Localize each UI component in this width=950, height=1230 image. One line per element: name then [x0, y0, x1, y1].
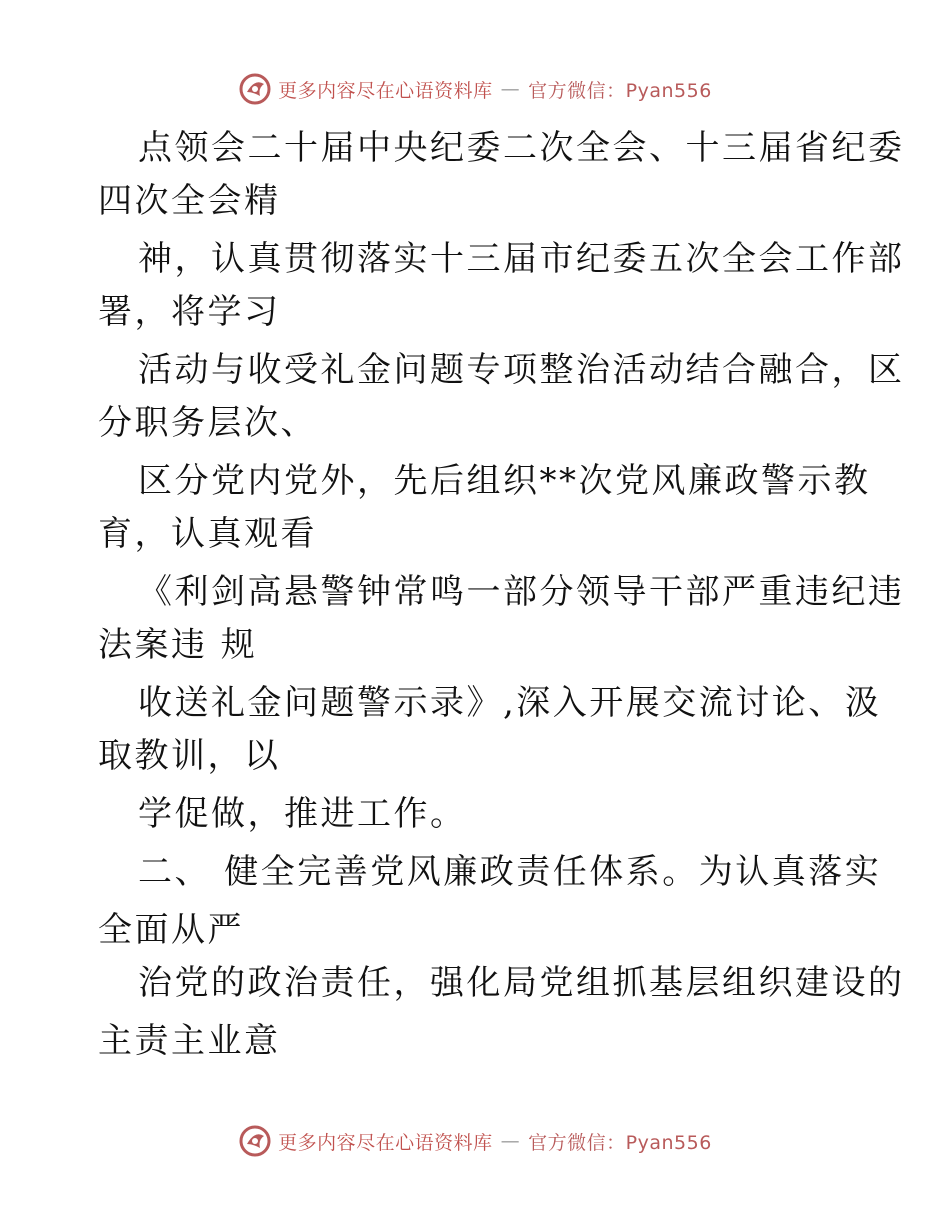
- text-line: 主责主业意: [98, 1021, 281, 1061]
- watermark-separator: —: [500, 1130, 521, 1152]
- header-watermark: [0, 72, 950, 106]
- text-line: 神，认真贯彻落实十三届市纪委五次全会工作部: [138, 239, 905, 279]
- text-line: 四次全会精: [98, 181, 281, 221]
- text-line: 全面从严: [98, 910, 244, 950]
- text-line: 二、 健全完善党风廉政责任体系。为认真落实: [138, 852, 882, 892]
- text-line: 育，认真观看: [98, 514, 317, 554]
- text-line: 活动与收受礼金问题专项整治活动结合融合，区: [138, 350, 905, 390]
- watermark-contact: 官方微信：Pyan556: [528, 1131, 712, 1154]
- seal-logo-icon: [238, 1124, 272, 1158]
- seal-logo-icon: [238, 72, 272, 106]
- watermark-text: 更多内容尽在心语资料库: [278, 1131, 493, 1154]
- text-line: 收送礼金问题警示录》,深入开展交流讨论、汲: [138, 683, 882, 723]
- text-line: 署，将学习: [98, 292, 281, 332]
- watermark-text: 更多内容尽在心语资料库: [278, 79, 493, 102]
- text-line: 治党的政治责任，强化局党组抓基层组织建设的: [138, 963, 905, 1003]
- watermark-separator: —: [500, 78, 521, 100]
- text-line: 点领会二十届中央纪委二次全会、十三届省纪委: [138, 128, 905, 168]
- text-line: 分职务层次、: [98, 403, 317, 443]
- text-line: 《利剑高悬警钟常鸣一部分领导干部严重违纪违: [138, 572, 905, 612]
- text-line: 取教训，以: [98, 736, 281, 776]
- document-body: [98, 122, 905, 1068]
- text-line: 区分党内党外，先后组织**次党风廉政警示教: [138, 461, 871, 501]
- footer-watermark: [0, 1124, 950, 1158]
- text-line: 法案违 规: [98, 625, 258, 665]
- text-line: 学促做，推进工作。: [138, 794, 467, 834]
- watermark-contact: 官方微信：Pyan556: [528, 79, 712, 102]
